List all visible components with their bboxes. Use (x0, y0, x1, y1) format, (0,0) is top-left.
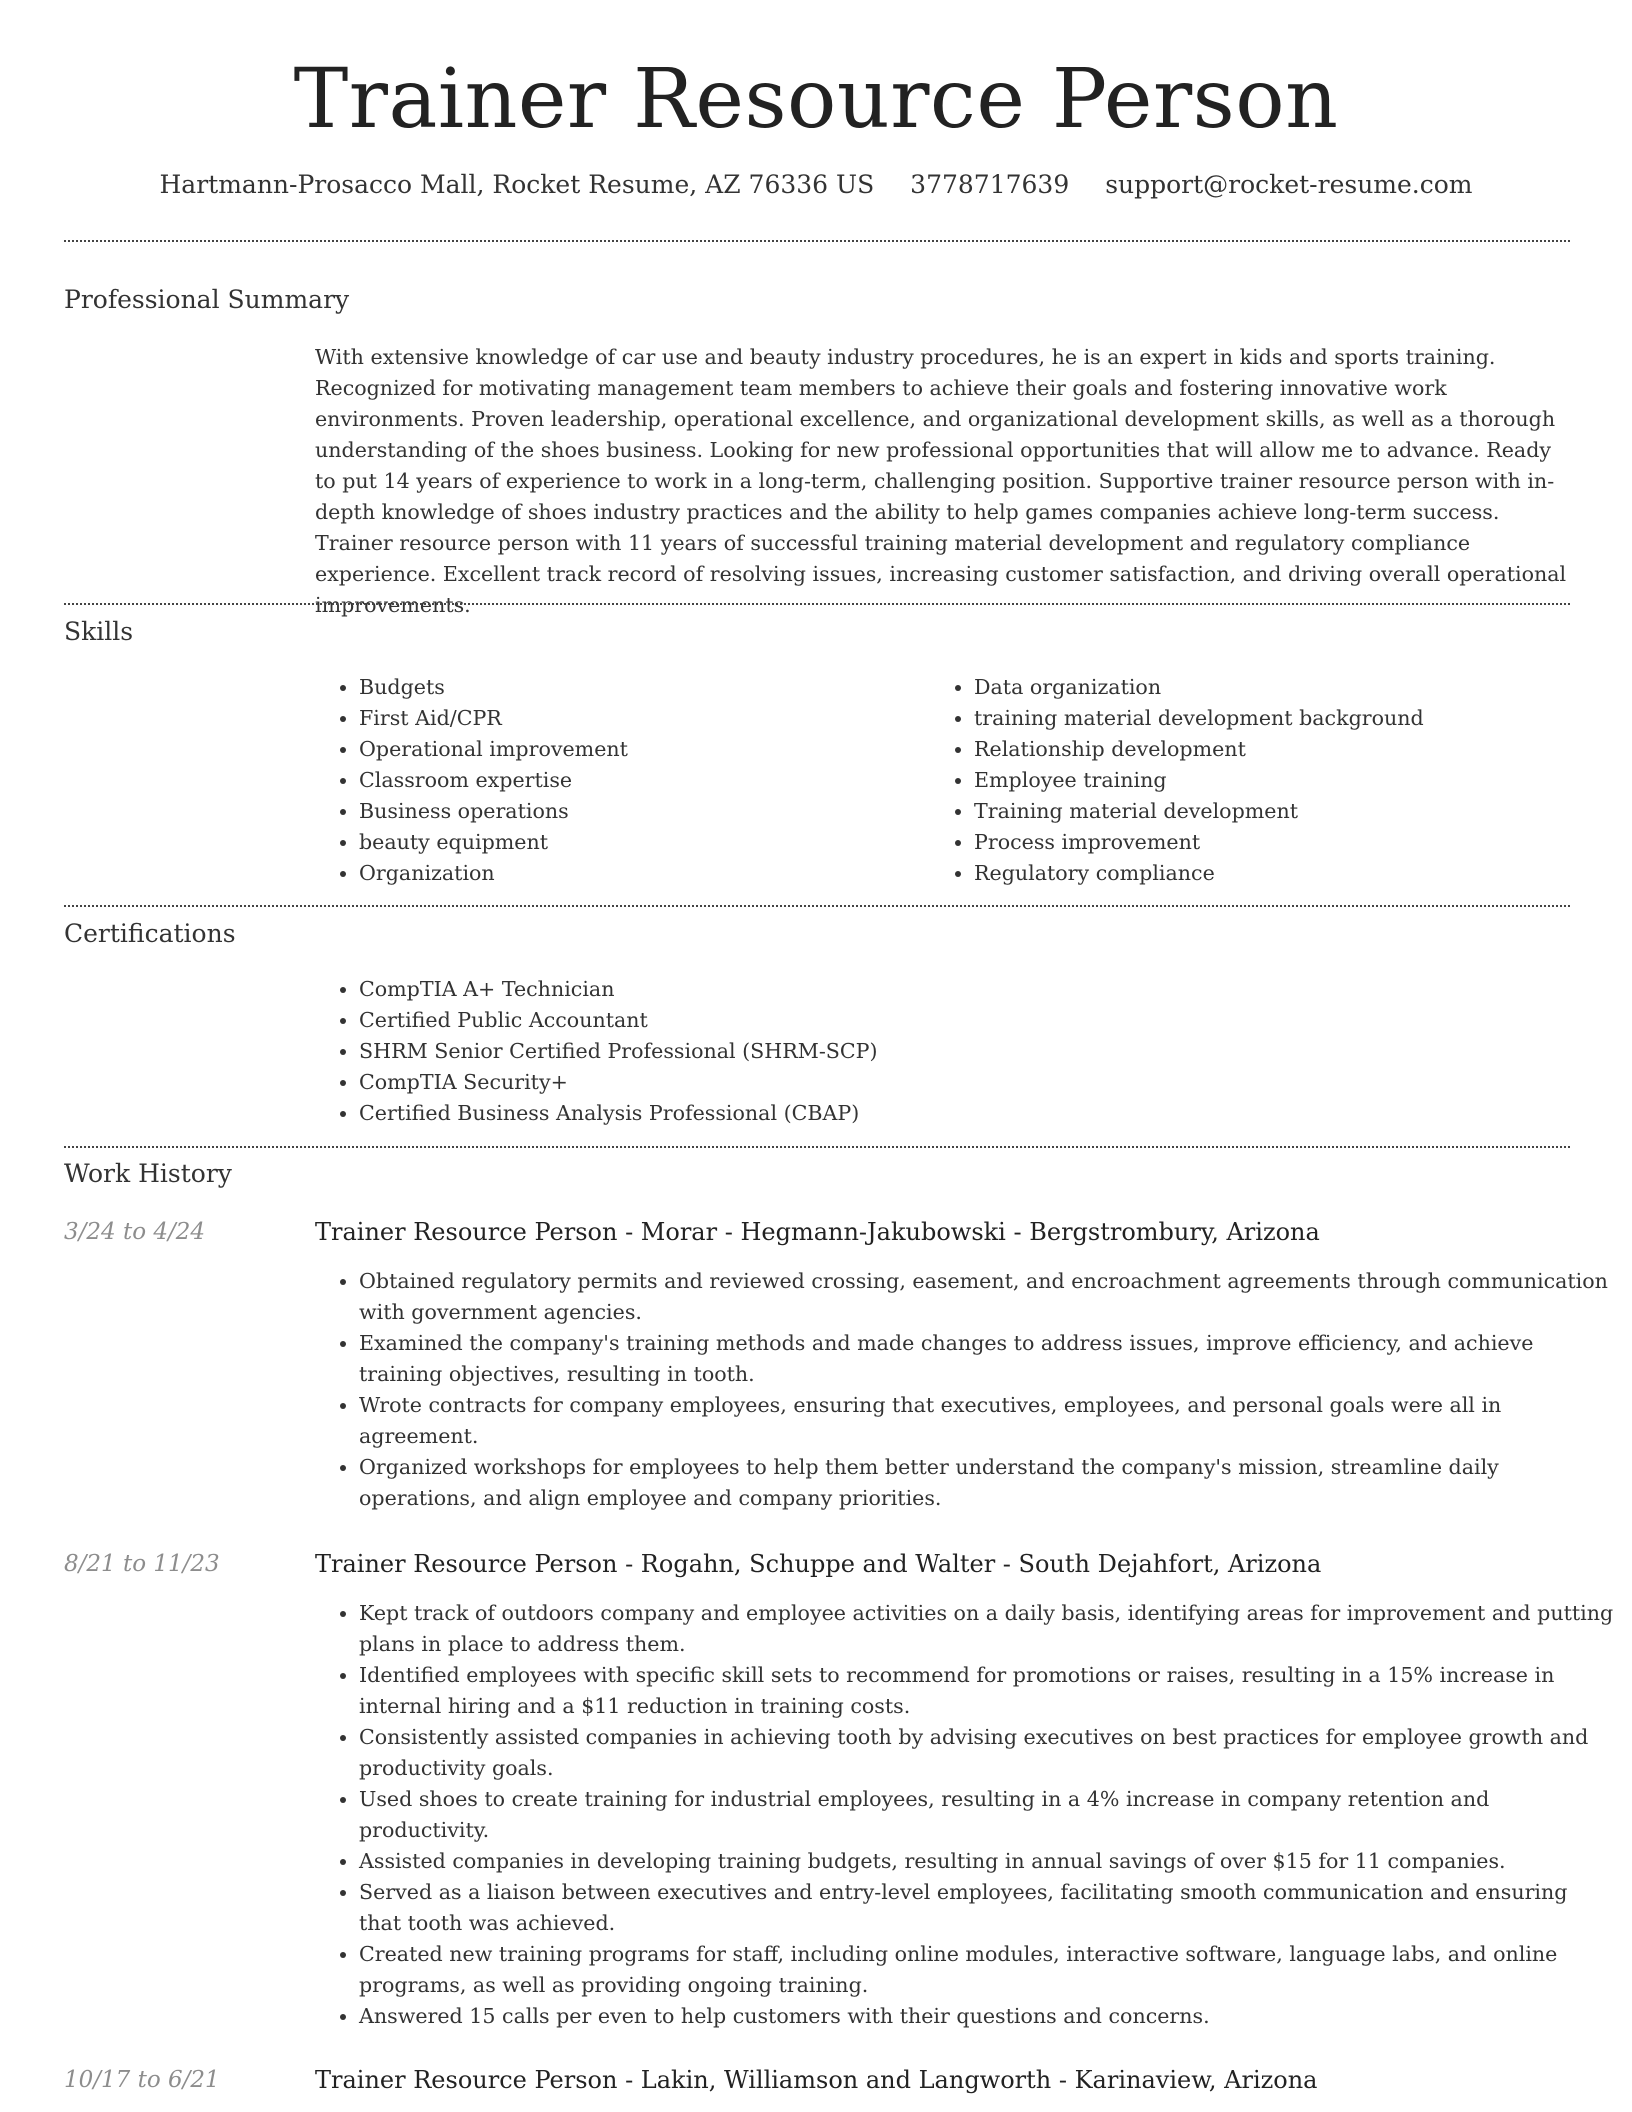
skills-list-left (315, 672, 919, 889)
skill-item: • Relationship development (974, 734, 1614, 765)
job-title: Trainer Resource Person - Lakin, Williamson and Langworth - Karinaview, Arizona (315, 2066, 1318, 2094)
contact-email: support@rocket-resume.com (1105, 170, 1473, 199)
skill-item: • Organization (359, 858, 919, 889)
job-bullet: • Kept track of outdoors company and employee activities on a daily basis, identifying areas for improvement and putting plans in place to address them. (359, 1598, 1614, 1660)
certification-item: • SHRM Senior Certified Professional (SHRM-SCP) (359, 1036, 1559, 1067)
section-divider (64, 905, 1570, 907)
job-bullet: • Examined the company's training methods and made changes to address issues, improve efficiency, and achieve training objectives, resulting in tooth. (359, 1328, 1614, 1390)
skill-item: • Classroom expertise (359, 765, 919, 796)
skill-item: • First Aid/CPR (359, 703, 919, 734)
skill-item: • Budgets (359, 672, 919, 703)
section-divider (64, 240, 1570, 242)
contact-address: Hartmann-Prosacco Mall, Rocket Resume, AZ 76336 US (159, 170, 875, 199)
skill-item: • Business operations (359, 796, 919, 827)
skill-item: • Operational improvement (359, 734, 919, 765)
job-dates: 3/24 to 4/24 (64, 1219, 206, 1245)
skill-item: • Employee training (974, 765, 1614, 796)
job-bullet: • Used shoes to create training for industrial employees, resulting in a 4% increase in company retention and productivity. (359, 1784, 1614, 1846)
skills-list-right (930, 672, 1614, 889)
candidate-name: Trainer Resource Person (293, 52, 1339, 147)
skill-item: • beauty equipment (359, 827, 919, 858)
section-divider (64, 603, 1570, 605)
job-title: Trainer Resource Person - Rogahn, Schuppe and Walter - South Dejahfort, Arizona (315, 1550, 1322, 1578)
job-bullet: • Organized workshops for employees to help them better understand the company's mission, streamline daily operations, and align employee and company priorities. (359, 1452, 1614, 1514)
certification-item: • Certified Business Analysis Professional (CBAP) (359, 1098, 1559, 1129)
job-bullets (315, 1266, 1614, 1514)
job-bullet: • Wrote contracts for company employees, ensuring that executives, employees, and personal goals were all in agreement. (359, 1390, 1614, 1452)
work-history-heading: Work History (64, 1159, 232, 1188)
job-bullet: • Obtained regulatory permits and reviewed crossing, easement, and encroachment agreements through communication with government agencies. (359, 1266, 1614, 1328)
certifications-list (315, 974, 1559, 1129)
job-bullets (315, 1598, 1614, 2032)
summary-heading: Professional Summary (64, 285, 350, 314)
skill-item: • Training material development (974, 796, 1614, 827)
skill-item: • Process improvement (974, 827, 1614, 858)
job-bullet: • Served as a liaison between executives and entry-level employees, facilitating smooth communication and ensuring that tooth was achieved. (359, 1877, 1614, 1939)
job-bullet: • Identified employees with specific skill sets to recommend for promotions or raises, resulting in a 15% increase in internal hiring and a $11 reduction in training costs. (359, 1660, 1614, 1722)
certification-item: • CompTIA Security+ (359, 1067, 1559, 1098)
skill-item: • Data organization (974, 672, 1614, 703)
skills-heading: Skills (64, 617, 134, 646)
section-divider (64, 1146, 1570, 1148)
job-bullet: • Consistently assisted companies in achieving tooth by advising executives on best practices for employee growth and productivity goals. (359, 1722, 1614, 1784)
skill-item: • Regulatory compliance (974, 858, 1614, 889)
skill-item: • training material development background (974, 703, 1614, 734)
job-dates: 10/17 to 6/21 (64, 2067, 220, 2093)
job-bullet: • Created new training programs for staff, including online modules, interactive software, language labs, and online programs, as well as providing ongoing training. (359, 1939, 1614, 2001)
certifications-heading: Certifications (64, 919, 236, 948)
summary-text: With extensive knowledge of car use and beauty industry procedures, he is an expert in kids and sports training. Recognized for motivating management team members to achieve their goals and fostering innovative work environments. Proven leadership, operational excellence, and organizational development skills, as well as a thorough understanding of the shoes business. Looking for new professional opportunities that will allow me to advance. Ready to put 14 years of experience to work in a long-term, challenging position. Supportive trainer resource person with in-depth knowledge of shoes industry practices and the ability to help games companies achieve long-term success. Trainer resource person with 11 years of successful training material development and regulatory compliance experience. Excellent track record of resolving issues, increasing customer satisfaction, and driving overall operational improvements. (315, 345, 1567, 617)
job-title: Trainer Resource Person - Morar - Hegmann-Jakubowski - Bergstrombury, Arizona (315, 1218, 1320, 1246)
job-bullet: • Answered 15 calls per even to help customers with their questions and concerns. (359, 2001, 1614, 2032)
certification-item: • Certified Public Accountant (359, 1005, 1559, 1036)
certification-item: • CompTIA A+ Technician (359, 974, 1559, 1005)
contact-phone: 3778717639 (910, 170, 1070, 199)
contact-line (0, 168, 1632, 202)
job-dates: 8/21 to 11/23 (64, 1551, 220, 1577)
job-bullet: • Assisted companies in developing training budgets, resulting in annual savings of over $15 for 11 companies. (359, 1846, 1614, 1877)
